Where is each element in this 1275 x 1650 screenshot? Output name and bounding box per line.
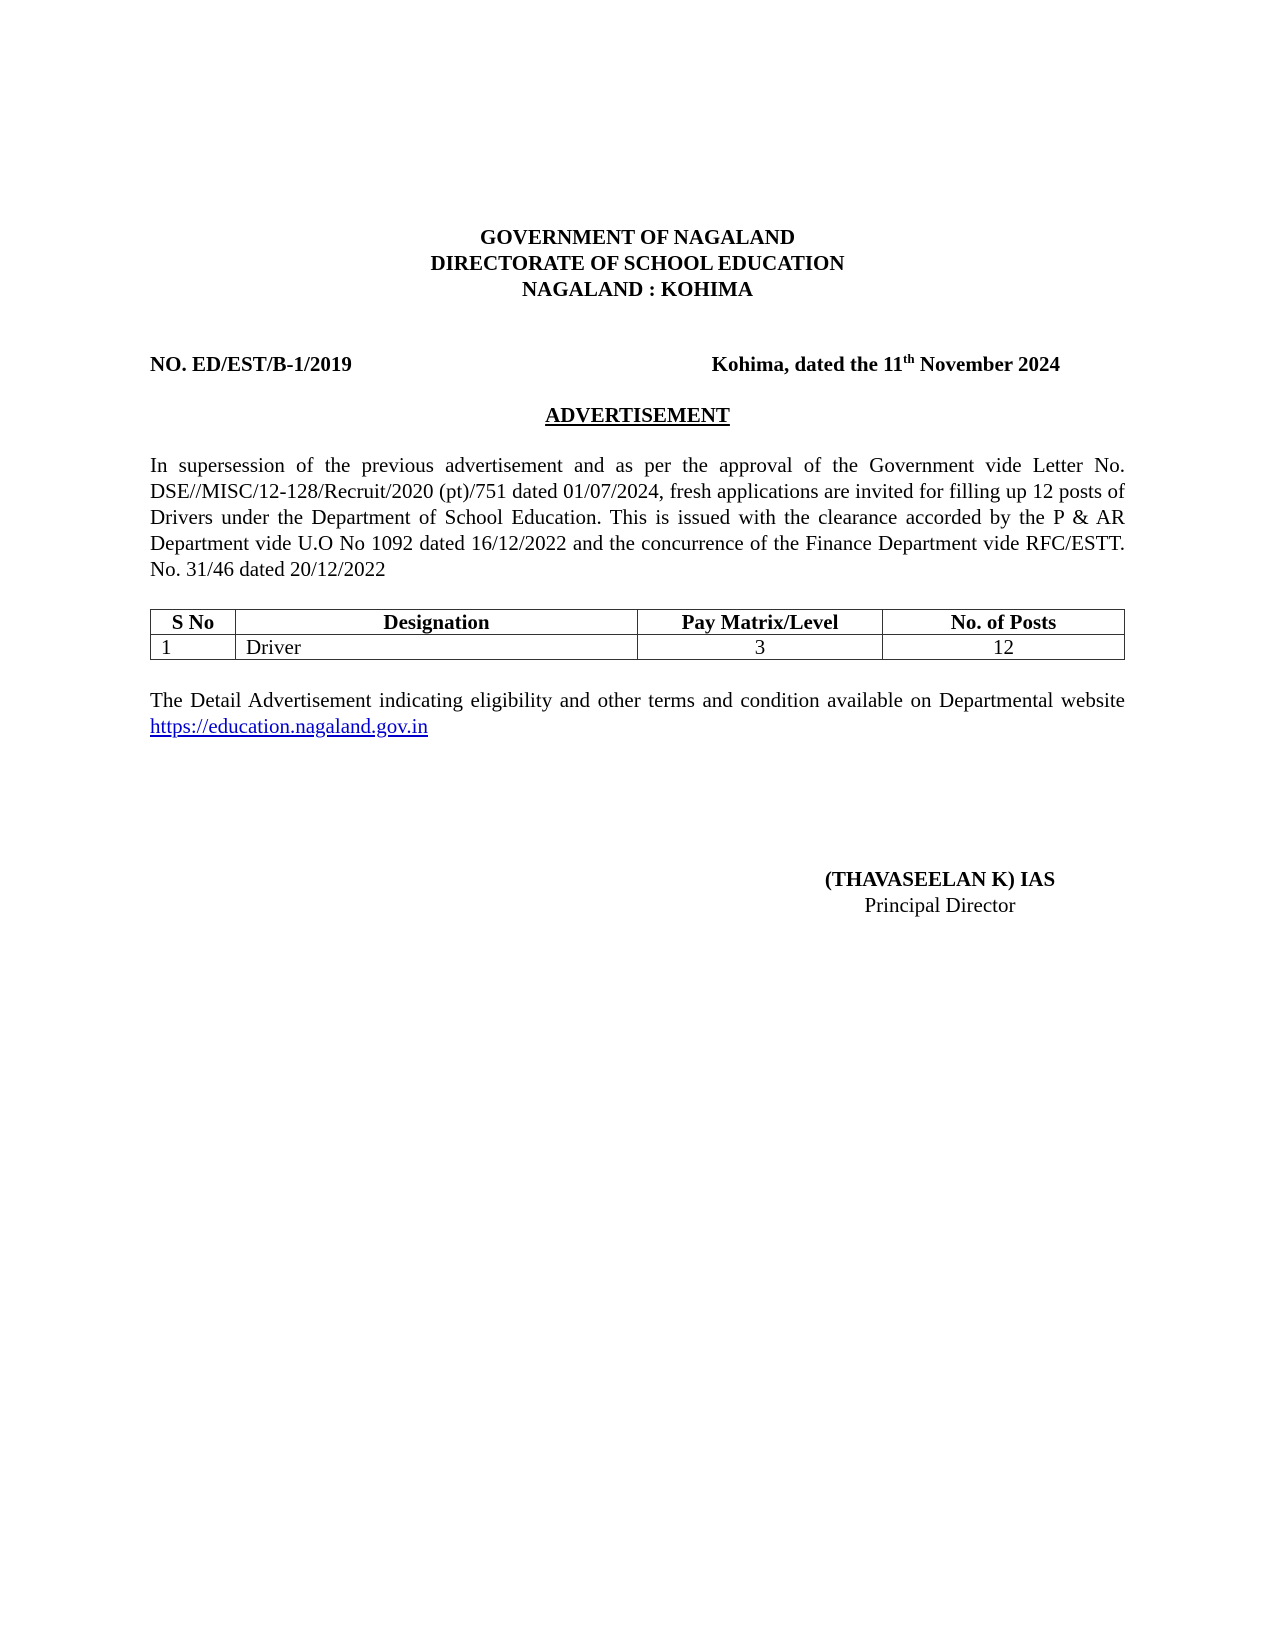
letterhead-government: GOVERNMENT OF NAGALAND <box>479 225 795 249</box>
detail-text: The Detail Advertisement indicating eligibility and other terms and condition available on Departmental website <box>150 688 1125 712</box>
advertisement-title: ADVERTISEMENT <box>545 403 730 427</box>
posts-table <box>150 609 1125 660</box>
table-row <box>151 635 1125 660</box>
date-suffix: November 2024 <box>914 352 1060 376</box>
detail-paragraph <box>150 687 1125 739</box>
date-superscript: th <box>903 351 915 366</box>
table-header-row <box>151 610 1125 635</box>
signature-block <box>800 866 1080 918</box>
header-sno: S No <box>151 610 236 635</box>
body-paragraph: In supersession of the previous advertisement and as per the approval of the Government vide Letter No. DSE//MISC/12-128/Recruit/2020 (pt)/751 dated 01/07/2024, fresh applications are invited for filling up 12 posts of Drivers under the Department of School Education. This is issued with the clearance accorded by the P & AR Department vide U.O No 1092 dated 16/12/2022 and the concurrence of the Finance Department vide RFC/ESTT. No. 31/46 dated 20/12/2022 <box>150 453 1125 581</box>
letterhead-directorate: DIRECTORATE OF SCHOOL EDUCATION <box>430 251 845 275</box>
cell-pay-level: 3 <box>638 635 883 660</box>
signatory-name: (THAVASEELAN K) IAS <box>824 867 1056 891</box>
header-designation: Designation <box>236 610 638 635</box>
letterhead <box>150 224 1125 302</box>
header-pay-level: Pay Matrix/Level <box>638 610 883 635</box>
reference-date <box>712 352 1060 377</box>
cell-designation: Driver <box>236 635 638 660</box>
website-link[interactable]: https://education.nagaland.gov.in <box>150 714 428 738</box>
header-posts: No. of Posts <box>883 610 1125 635</box>
date-prefix: Kohima, dated the 11 <box>711 352 904 376</box>
cell-sno: 1 <box>151 635 236 660</box>
document-page <box>150 224 1125 739</box>
reference-line <box>150 352 1060 377</box>
cell-posts: 12 <box>883 635 1125 660</box>
letterhead-location: NAGALAND : KOHIMA <box>522 277 753 301</box>
reference-number: NO. ED/EST/B-1/2019 <box>150 352 352 376</box>
signatory-designation: Principal Director <box>864 893 1016 917</box>
